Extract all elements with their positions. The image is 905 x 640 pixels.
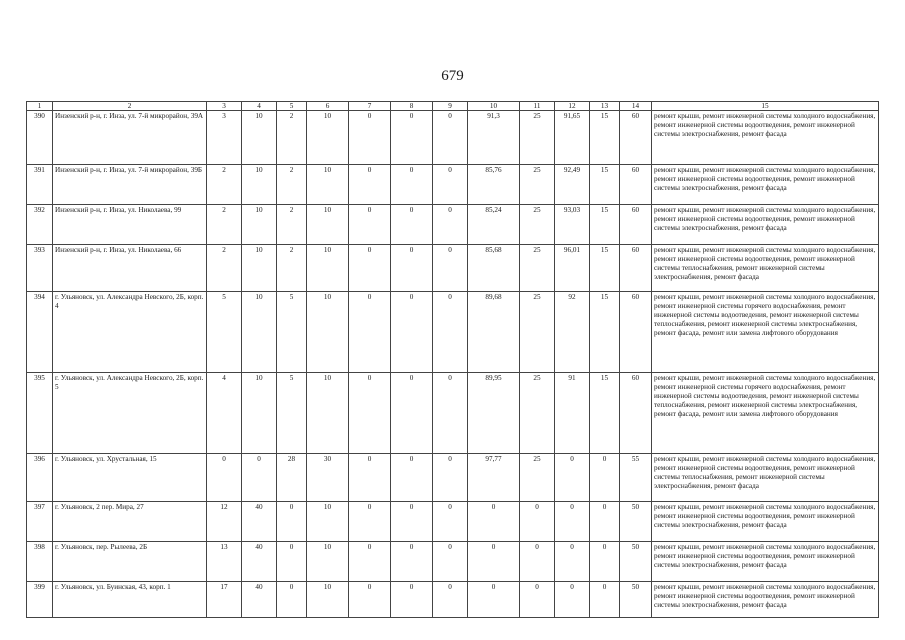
value-cell: 85,68 (468, 245, 520, 292)
value-cell: 0 (555, 542, 590, 582)
column-header: 9 (433, 102, 468, 111)
column-header: 8 (391, 102, 433, 111)
value-cell: 50 (620, 542, 652, 582)
value-cell: 0 (349, 373, 391, 454)
value-cell: 25 (520, 454, 555, 502)
address-cell: Инзенский р-н, г. Инза, ул. 7-й микрорайон, 39Б (53, 165, 207, 205)
row-number: 392 (27, 205, 53, 245)
value-cell: 0 (433, 245, 468, 292)
works-cell: ремонт крыши, ремонт инженерной системы холодного водоснабжения, ремонт инженерной системы водоотведения, ремонт инженерной системы электроснабжения, ремонт фасада (652, 111, 879, 165)
table-row (27, 373, 879, 454)
value-cell: 60 (620, 205, 652, 245)
works-cell: ремонт крыши, ремонт инженерной системы холодного водоснабжения, ремонт инженерной системы водоотведения, ремонт инженерной системы электроснабжения, ремонт фасада (652, 542, 879, 582)
column-header: 15 (652, 102, 879, 111)
value-cell: 5 (207, 292, 242, 373)
value-cell: 0 (391, 582, 433, 618)
value-cell: 2 (207, 205, 242, 245)
address-cell: г. Ульяновск, ул. Хрустальная, 15 (53, 454, 207, 502)
value-cell: 2 (277, 165, 307, 205)
value-cell: 0 (433, 542, 468, 582)
column-header: 10 (468, 102, 520, 111)
row-number: 399 (27, 582, 53, 618)
value-cell: 0 (391, 205, 433, 245)
value-cell: 25 (520, 165, 555, 205)
value-cell: 50 (620, 582, 652, 618)
value-cell: 0 (433, 165, 468, 205)
value-cell: 60 (620, 373, 652, 454)
value-cell: 25 (520, 373, 555, 454)
address-cell: г. Ульяновск, пер. Рылеева, 2Б (53, 542, 207, 582)
works-cell: ремонт крыши, ремонт инженерной системы холодного водоснабжения, ремонт инженерной системы горячего водоснабжения, ремонт инженерной системы водоотведения, ремонт инженерной системы теплоснабжения, ремонт инженерной системы электроснабжения, ремонт фасада, ремонт или замена лифтового оборудования (652, 373, 879, 454)
value-cell: 15 (590, 245, 620, 292)
value-cell: 25 (520, 111, 555, 165)
value-cell: 60 (620, 165, 652, 205)
value-cell: 10 (242, 111, 277, 165)
address-cell: г. Ульяновск, ул. Александра Невского, 2Б, корп. 4 (53, 292, 207, 373)
value-cell: 4 (207, 373, 242, 454)
value-cell: 0 (349, 205, 391, 245)
value-cell: 0 (590, 582, 620, 618)
table-row (27, 502, 879, 542)
value-cell: 0 (349, 245, 391, 292)
value-cell: 25 (520, 205, 555, 245)
value-cell: 0 (433, 582, 468, 618)
value-cell: 15 (590, 373, 620, 454)
works-cell: ремонт крыши, ремонт инженерной системы холодного водоснабжения, ремонт инженерной системы водоотведения, ремонт инженерной системы теплоснабжения, ремонт инженерной системы электроснабжения, ремонт фасада (652, 245, 879, 292)
column-header: 2 (53, 102, 207, 111)
row-number: 396 (27, 454, 53, 502)
table-row (27, 205, 879, 245)
value-cell: 10 (307, 582, 349, 618)
value-cell: 0 (468, 582, 520, 618)
address-cell: г. Ульяновск, ул. Александра Невского, 2Б, корп. 5 (53, 373, 207, 454)
value-cell: 0 (391, 111, 433, 165)
address-cell: г. Ульяновск, 2 пер. Мира, 27 (53, 502, 207, 542)
value-cell: 40 (242, 542, 277, 582)
column-header: 4 (242, 102, 277, 111)
value-cell: 0 (590, 454, 620, 502)
value-cell: 25 (520, 292, 555, 373)
column-header: 13 (590, 102, 620, 111)
table-row (27, 292, 879, 373)
value-cell: 3 (207, 111, 242, 165)
row-number: 393 (27, 245, 53, 292)
value-cell: 0 (391, 165, 433, 205)
column-number-row (27, 102, 879, 111)
value-cell: 50 (620, 502, 652, 542)
value-cell: 92,49 (555, 165, 590, 205)
row-number: 398 (27, 542, 53, 582)
value-cell: 0 (433, 454, 468, 502)
value-cell: 0 (391, 245, 433, 292)
address-cell: г. Ульяновск, ул. Буинская, 43, корп. 1 (53, 582, 207, 618)
value-cell: 0 (277, 542, 307, 582)
value-cell: 10 (242, 205, 277, 245)
value-cell: 0 (433, 205, 468, 245)
value-cell: 60 (620, 292, 652, 373)
value-cell: 0 (391, 454, 433, 502)
value-cell: 0 (391, 292, 433, 373)
value-cell: 10 (307, 502, 349, 542)
value-cell: 10 (307, 165, 349, 205)
column-header: 5 (277, 102, 307, 111)
value-cell: 89,68 (468, 292, 520, 373)
value-cell: 60 (620, 245, 652, 292)
address-cell: Инзенский р-н, г. Инза, ул. Николаева, 66 (53, 245, 207, 292)
value-cell: 0 (349, 502, 391, 542)
value-cell: 60 (620, 111, 652, 165)
value-cell: 10 (307, 542, 349, 582)
value-cell: 12 (207, 502, 242, 542)
row-number: 395 (27, 373, 53, 454)
value-cell: 0 (520, 542, 555, 582)
value-cell: 0 (277, 502, 307, 542)
value-cell: 28 (277, 454, 307, 502)
address-cell: Инзенский р-н, г. Инза, ул. 7-й микрорайон, 39А (53, 111, 207, 165)
value-cell: 40 (242, 582, 277, 618)
table-row (27, 245, 879, 292)
value-cell: 0 (468, 542, 520, 582)
value-cell: 97,77 (468, 454, 520, 502)
value-cell: 0 (391, 502, 433, 542)
value-cell: 0 (433, 502, 468, 542)
value-cell: 10 (307, 245, 349, 292)
value-cell: 0 (590, 542, 620, 582)
value-cell: 2 (207, 165, 242, 205)
value-cell: 0 (520, 502, 555, 542)
table-row (27, 582, 879, 618)
value-cell: 25 (520, 245, 555, 292)
value-cell: 15 (590, 292, 620, 373)
works-cell: ремонт крыши, ремонт инженерной системы холодного водоснабжения, ремонт инженерной системы водоотведения, ремонт инженерной системы электроснабжения, ремонт фасада (652, 205, 879, 245)
value-cell: 0 (433, 373, 468, 454)
value-cell: 0 (555, 502, 590, 542)
value-cell: 0 (391, 373, 433, 454)
table-row (27, 542, 879, 582)
value-cell: 15 (590, 165, 620, 205)
value-cell: 0 (520, 582, 555, 618)
value-cell: 0 (207, 454, 242, 502)
value-cell: 0 (555, 454, 590, 502)
value-cell: 55 (620, 454, 652, 502)
value-cell: 15 (590, 205, 620, 245)
value-cell: 0 (349, 582, 391, 618)
works-cell: ремонт крыши, ремонт инженерной системы холодного водоснабжения, ремонт инженерной системы водоотведения, ремонт инженерной системы электроснабжения, ремонт фасада (652, 165, 879, 205)
value-cell: 91 (555, 373, 590, 454)
value-cell: 0 (349, 542, 391, 582)
works-cell: ремонт крыши, ремонт инженерной системы холодного водоснабжения, ремонт инженерной системы водоотведения, ремонт инженерной системы электроснабжения, ремонт фасада (652, 502, 879, 542)
value-cell: 0 (349, 111, 391, 165)
column-header: 7 (349, 102, 391, 111)
column-header: 1 (27, 102, 53, 111)
value-cell: 10 (242, 165, 277, 205)
value-cell: 0 (433, 111, 468, 165)
value-cell: 92 (555, 292, 590, 373)
value-cell: 0 (590, 502, 620, 542)
column-header: 3 (207, 102, 242, 111)
works-cell: ремонт крыши, ремонт инженерной системы холодного водоснабжения, ремонт инженерной системы горячего водоснабжения, ремонт инженерной системы водоотведения, ремонт инженерной системы теплоснабжения, ремонт инженерной системы электроснабжения, ремонт фасада, ремонт или замена лифтового оборудования (652, 292, 879, 373)
value-cell: 10 (307, 292, 349, 373)
value-cell: 2 (277, 111, 307, 165)
works-cell: ремонт крыши, ремонт инженерной системы холодного водоснабжения, ремонт инженерной системы водоотведения, ремонт инженерной системы электроснабжения, ремонт фасада (652, 582, 879, 618)
value-cell: 17 (207, 582, 242, 618)
value-cell: 5 (277, 373, 307, 454)
value-cell: 91,3 (468, 111, 520, 165)
value-cell: 10 (307, 373, 349, 454)
value-cell: 0 (468, 502, 520, 542)
value-cell: 15 (590, 111, 620, 165)
row-number: 397 (27, 502, 53, 542)
row-number: 394 (27, 292, 53, 373)
value-cell: 96,01 (555, 245, 590, 292)
table-row (27, 165, 879, 205)
value-cell: 91,65 (555, 111, 590, 165)
value-cell: 10 (242, 292, 277, 373)
value-cell: 13 (207, 542, 242, 582)
housing-repair-table (26, 101, 879, 618)
value-cell: 85,76 (468, 165, 520, 205)
address-cell: Инзенский р-н, г. Инза, ул. Николаева, 99 (53, 205, 207, 245)
row-number: 391 (27, 165, 53, 205)
value-cell: 0 (433, 292, 468, 373)
column-header: 14 (620, 102, 652, 111)
value-cell: 0 (277, 582, 307, 618)
value-cell: 10 (242, 245, 277, 292)
column-header: 12 (555, 102, 590, 111)
value-cell: 5 (277, 292, 307, 373)
page-number: 679 (441, 68, 464, 84)
value-cell: 85,24 (468, 205, 520, 245)
value-cell: 10 (307, 205, 349, 245)
table-row (27, 111, 879, 165)
value-cell: 0 (391, 542, 433, 582)
value-cell: 2 (277, 245, 307, 292)
value-cell: 0 (349, 165, 391, 205)
value-cell: 10 (307, 111, 349, 165)
row-number: 390 (27, 111, 53, 165)
value-cell: 0 (349, 454, 391, 502)
works-cell: ремонт крыши, ремонт инженерной системы холодного водоснабжения, ремонт инженерной системы водоотведения, ремонт инженерной системы теплоснабжения, ремонт инженерной системы электроснабжения, ремонт фасада (652, 454, 879, 502)
value-cell: 10 (242, 373, 277, 454)
value-cell: 30 (307, 454, 349, 502)
table-row (27, 454, 879, 502)
value-cell: 40 (242, 502, 277, 542)
value-cell: 89,95 (468, 373, 520, 454)
value-cell: 0 (349, 292, 391, 373)
value-cell: 0 (242, 454, 277, 502)
value-cell: 93,03 (555, 205, 590, 245)
value-cell: 2 (207, 245, 242, 292)
value-cell: 0 (555, 582, 590, 618)
column-header: 11 (520, 102, 555, 111)
column-header: 6 (307, 102, 349, 111)
value-cell: 2 (277, 205, 307, 245)
